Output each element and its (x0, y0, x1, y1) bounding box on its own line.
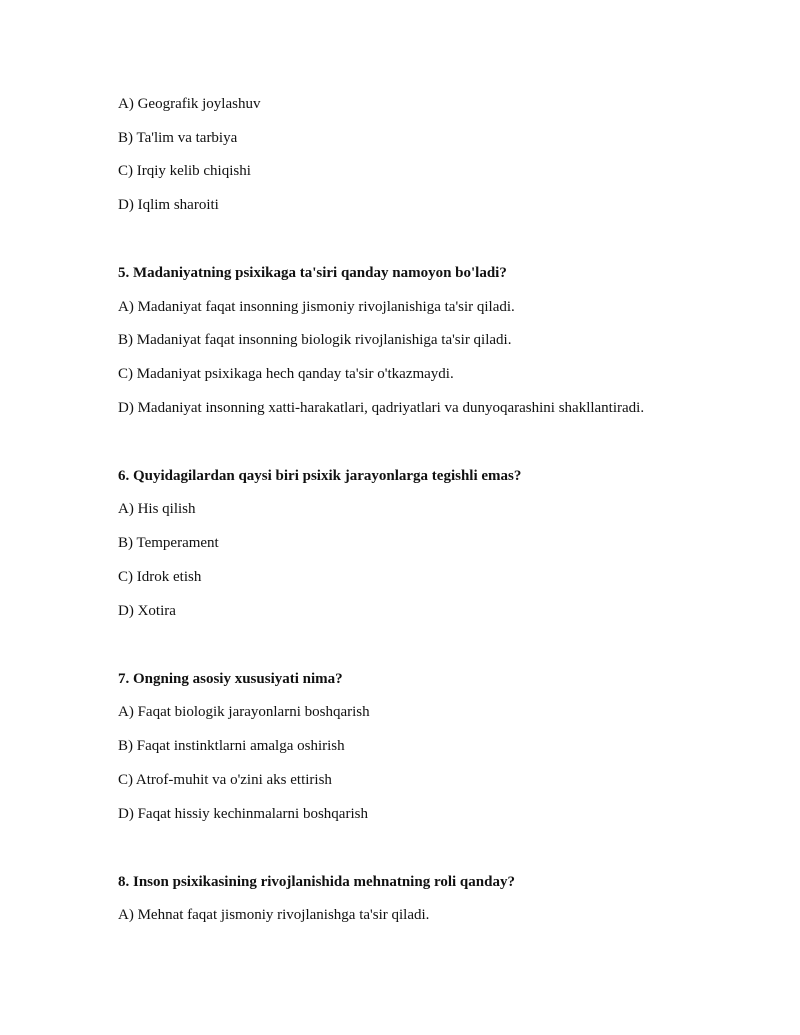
option-d: D) Faqat hissiy kechinmalarni boshqarish (118, 806, 368, 822)
option-b: B) Madaniyat faqat insonning biologik rivojlanishiga ta'sir qiladi. (118, 332, 512, 348)
option-a: A) Faqat biologik jarayonlarni boshqarish (118, 704, 370, 720)
question-8: 8. Inson psixikasining rivojlanishida mehnatning roli qanday? (118, 874, 515, 890)
option-d: D) Madaniyat insonning xatti-harakatlari, qadriyatlari va dunyoqarashini shakllantiradi. (118, 400, 645, 416)
option-b: B) Ta'lim va tarbiya (118, 130, 238, 146)
option-c: C) Atrof-muhit va o'zini aks ettirish (118, 772, 332, 788)
option-a: A) Mehnat faqat jismoniy rivojlanishga ta'sir qiladi. (118, 907, 430, 923)
option-b: B) Temperament (118, 535, 219, 551)
question-7: 7. Ongning asosiy xususiyati nima? (118, 671, 343, 687)
option-c: C) Madaniyat psixikaga hech qanday ta'sir o'tkazmaydi. (118, 366, 454, 382)
option-c: C) Irqiy kelib chiqishi (118, 163, 251, 179)
option-c: C) Idrok etish (118, 569, 202, 585)
option-b: B) Faqat instinktlarni amalga oshirish (118, 738, 345, 754)
option-a: A) Geografik joylashuv (118, 96, 261, 112)
option-d: D) Iqlim sharoiti (118, 197, 219, 213)
question-6: 6. Quyidagilardan qaysi biri psixik jarayonlarga tegishli emas? (118, 468, 522, 484)
option-d: D) Xotira (118, 603, 176, 619)
option-a: A) His qilish (118, 501, 196, 517)
option-a: A) Madaniyat faqat insonning jismoniy rivojlanishiga ta'sir qiladi. (118, 299, 515, 315)
question-5: 5. Madaniyatning psixikaga ta'siri qanday namoyon bo'ladi? (118, 265, 507, 281)
